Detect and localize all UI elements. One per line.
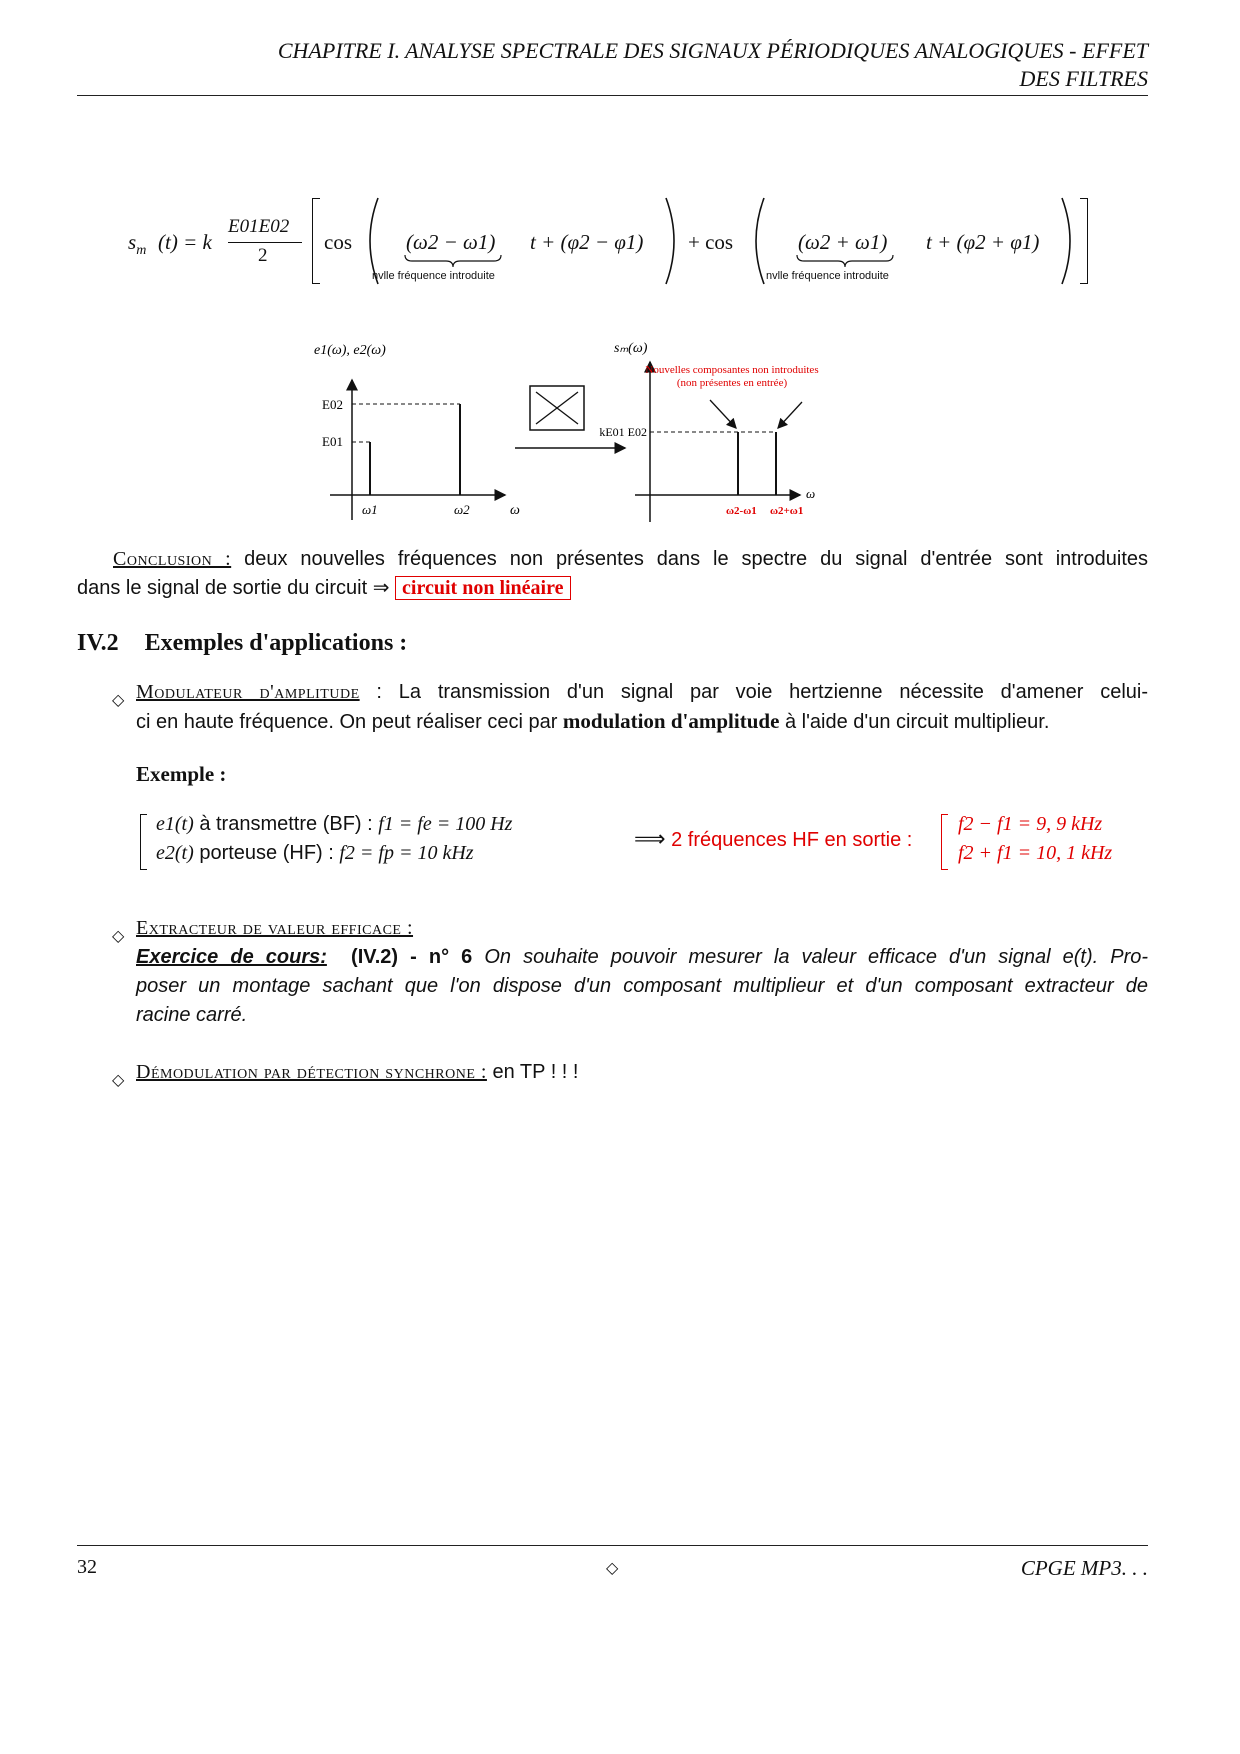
- note-arrow-1: [710, 400, 736, 428]
- left-w2-label: ω2: [454, 502, 470, 517]
- extracteur-paragraph: [136, 914, 1148, 1030]
- bullet-diamond-3: ◇: [112, 1072, 125, 1089]
- eq-rest-1: t + (φ2 − φ1): [530, 230, 644, 254]
- section-heading: [77, 630, 407, 657]
- eq-term-2: (ω2 + ω1): [798, 230, 888, 254]
- right-ylabel: sₘ(ω): [614, 341, 648, 356]
- left-w1-label: ω1: [362, 502, 378, 517]
- eq-underbrace-1: [404, 254, 502, 268]
- result-bracket: [941, 814, 948, 870]
- header-rule: [77, 95, 1148, 96]
- exercice-text-3: racine carré.: [136, 1004, 248, 1026]
- left-spectrum-plot: [314, 343, 520, 520]
- extracteur-label: Extracteur de valeur efficace :: [136, 917, 414, 939]
- equation: [128, 190, 1128, 290]
- footer-center-diamond: ◇: [606, 1560, 619, 1577]
- eq-brace-label-2: nvlle fréquence introduite: [766, 270, 889, 282]
- eq-left-bracket: [312, 198, 320, 284]
- right-note-line2: (non présentes en entrée): [676, 377, 788, 389]
- spectrum-figure: [290, 330, 910, 530]
- modulateur-text-2a: ci en haute fréquence. On peut réaliser ceci par: [136, 711, 563, 733]
- exemple-line-2: e2(t) porteuse (HF) : f2 = fp = 10 kHz: [156, 842, 474, 864]
- note-arrow-2: [778, 402, 802, 428]
- exemple-result: [634, 826, 912, 852]
- exemple-result-text: 2 fréquences HF en sortie :: [665, 829, 913, 851]
- exercice-number: (IV.2) - n° 6: [351, 946, 473, 968]
- exemple-line-1: e1(t) à transmettre (BF) : f1 = fe = 100 Hz: [156, 813, 513, 835]
- right-note-line1: Nouvelles composantes non introduites: [645, 364, 819, 376]
- eq-frac-den: 2: [258, 245, 268, 266]
- conclusion-boxed: circuit non linéaire: [395, 576, 570, 600]
- eq-cos-1: cos: [324, 230, 352, 254]
- eq-underbrace-2: [796, 254, 894, 268]
- footer-right: CPGE MP3. . .: [1020, 1556, 1148, 1580]
- footer-page-number: 32: [77, 1556, 97, 1578]
- eq-paren-open-2: [746, 196, 768, 286]
- eq-right-bracket: [1080, 198, 1088, 284]
- eq-rest-2: t + (φ2 + φ1): [926, 230, 1040, 254]
- exercice-text-1: On souhaite pouvoir mesurer la valeur efficace d'un signal e(t). Pro-: [484, 946, 1149, 968]
- conclusion-paragraph: [77, 545, 1148, 603]
- demodulation-label: Démodulation par détection synchrone :: [136, 1061, 487, 1083]
- eq-brace-label-1: nvlle fréquence introduite: [372, 270, 495, 282]
- right-tick-diff: ω2-ω1: [726, 505, 757, 517]
- modulateur-text-2b: à l'aide d'un circuit multiplieur.: [779, 711, 1050, 733]
- section-title: Exemples d'applications :: [144, 630, 408, 656]
- eq-frac-num: E01E02: [228, 216, 290, 237]
- modulateur-paragraph: [136, 678, 1148, 737]
- modulateur-label: Modulateur d'amplitude: [136, 681, 360, 703]
- eq-paren-close-2: [1058, 196, 1080, 286]
- bullet-diamond-2: ◇: [112, 928, 125, 945]
- right-tick-sum: ω2+ω1: [770, 505, 804, 517]
- left-w-label: ω: [510, 503, 520, 518]
- header-line-1: CHAPITRE I. ANALYSE SPECTRALE DES SIGNAUX PÉRIODIQUES ANALOGIQUES - EFFET: [277, 38, 1148, 63]
- result-line-1: f2 − f1 = 9, 9 kHz: [958, 813, 1103, 835]
- eq-lhs: $s_m$: [128, 230, 147, 259]
- exemple-arrow: ⟹: [634, 826, 666, 851]
- exemple-left-bracket: [140, 814, 147, 870]
- left-e02-label: E02: [322, 397, 343, 412]
- left-ylabel: e1(ω), e2(ω): [314, 343, 386, 358]
- exercice-text-2: poser un montage sachant que l'on dispose d'un composant multiplieur et d'un composant extracteur de: [136, 975, 1148, 997]
- modulateur-bold: modulation d'amplitude: [562, 709, 780, 733]
- bullet-diamond-1: ◇: [112, 692, 125, 709]
- right-level-label: kE01 E02: [599, 425, 647, 439]
- right-w-label: ω: [806, 486, 816, 501]
- section-number: IV.2: [77, 630, 119, 656]
- footer-rule: [77, 1545, 1148, 1546]
- demodulation-paragraph: [136, 1058, 578, 1087]
- result-line-2: f2 + f1 = 10, 1 kHz: [958, 842, 1113, 864]
- result-lines: [958, 810, 1112, 868]
- exemple-title: Exemple :: [136, 762, 227, 786]
- demodulation-text: en TP ! ! !: [486, 1061, 579, 1083]
- exemple-lines: [156, 810, 512, 868]
- conclusion-label: Conclusion :: [113, 548, 232, 570]
- eq-paren-close-1: [662, 196, 684, 286]
- conclusion-text-2: dans le signal de sortie du circuit ⇒: [77, 577, 396, 599]
- modulateur-text-1: : La transmission d'un signal par voie hertzienne nécessite d'amener celui-: [359, 681, 1148, 703]
- exercice-label: Exercice de cours:: [136, 946, 327, 968]
- right-spectrum-plot: [599, 341, 818, 522]
- eq-term-1: (ω2 − ω1): [406, 230, 496, 254]
- eq-frac-bar: [228, 242, 302, 243]
- eq-lhs-arg: (t) = k: [158, 230, 212, 254]
- eq-plus-cos: + cos: [688, 230, 734, 254]
- header-line-2: DES FILTRES: [1019, 66, 1148, 91]
- left-e01-label: E01: [322, 434, 343, 449]
- conclusion-text-1: deux nouvelles fréquences non présentes dans le spectre du signal d'entrée sont introduites: [231, 548, 1149, 570]
